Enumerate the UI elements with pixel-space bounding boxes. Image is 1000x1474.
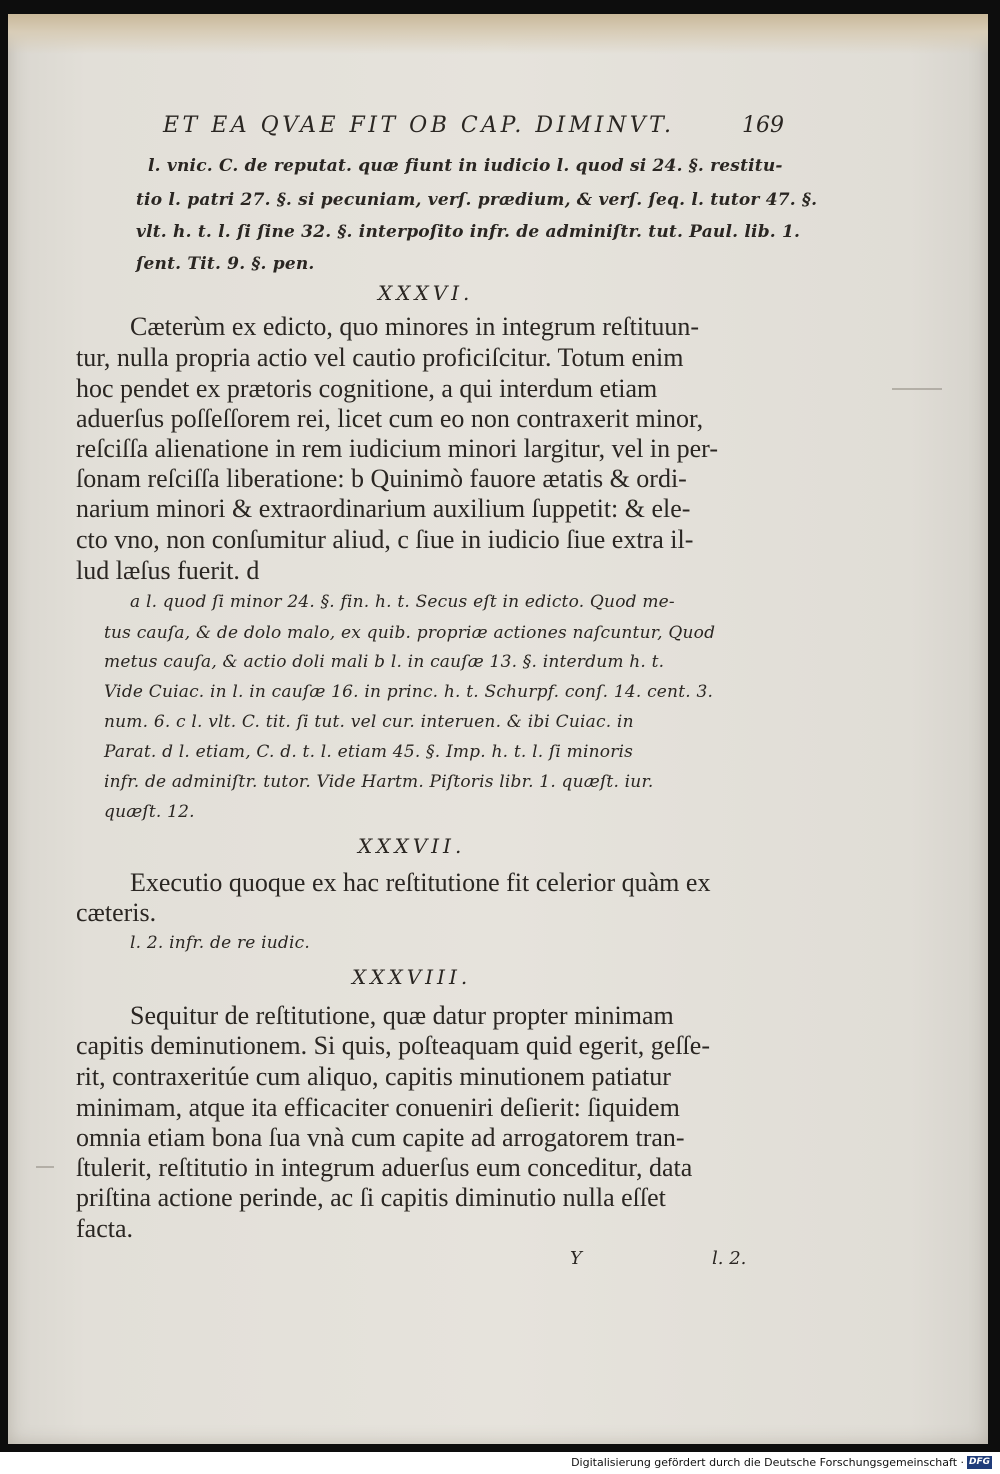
note-line: vlt. h. t. l. ſi ſine 32. §. interpoſito infr. de adminiſtr. tut. Paul. lib. 1. <box>136 222 801 242</box>
note-line: metus cauſa, & actio doli mali b l. in cauſæ 13. §. interdum h. t. <box>104 652 665 672</box>
note-line: num. 6. c l. vlt. C. tit. ſi tut. vel cur. interuen. & ibi Cuiac. in <box>104 712 634 732</box>
body-line: reſciſſa alienatione in rem iudicium minori largitur, vel in per- <box>76 434 718 463</box>
margin-mark <box>892 388 942 390</box>
note-line: a l. quod ſi minor 24. §. fin. h. t. Secus eſt in edicto. Quod me- <box>130 592 675 612</box>
margin-mark <box>36 1166 54 1168</box>
note-line: l. 2. infr. de re iudic. <box>130 933 310 953</box>
section-heading-38: XXXVIII. <box>352 965 472 989</box>
body-line: hoc pendet ex prætoris cognitione, a qui interdum etiam <box>76 374 658 403</box>
body-line: omnia etiam bona ſua vnà cum capite ad arrogatorem tran- <box>76 1123 685 1152</box>
body-line: priſtina actione perinde, ac ſi capitis diminutio nulla eſſet <box>76 1183 666 1212</box>
section-heading-37: XXXVII. <box>358 834 466 858</box>
digitization-footer <box>0 1452 1000 1474</box>
note-line: infr. de adminiſtr. tutor. Vide Hartm. Piſtoris libr. 1. quæſt. iur. <box>104 772 654 792</box>
body-line: cto vno, non conſumitur aliud, c ſiue in iudicio ſiue extra il- <box>76 525 694 554</box>
running-head: ET EA QVAE FIT OB CAP. DIMINVT. <box>163 113 675 138</box>
body-line: rit, contraxeritúe cum aliquo, capitis minutionem patiatur <box>76 1062 671 1091</box>
body-line: cæteris. <box>76 898 157 927</box>
body-line: minimam, atque ita efficaciter conueniri deſierit: ſiquidem <box>76 1093 680 1122</box>
body-line: narium minori & extraordinarium auxilium ſuppetit: & ele- <box>76 494 691 523</box>
signature-mark: Y <box>570 1248 582 1269</box>
body-line: Executio quoque ex hac reſtitutione fit celerior quàm ex <box>130 868 711 897</box>
page-top-stain <box>8 14 988 54</box>
note-line: Vide Cuiac. in l. in cauſæ 16. in princ. h. t. Schurpf. conſ. 14. cent. 3. <box>104 682 714 702</box>
page-number: 169 <box>742 113 784 138</box>
body-line: Sequitur de reſtitutione, quæ datur propter minimam <box>130 1001 674 1030</box>
note-line: tus cauſa, & de dolo malo, ex quib. propriæ actiones naſcuntur, Quod <box>104 623 716 643</box>
note-line: Parat. d l. etiam, C. d. t. l. etiam 45. §. Imp. h. t. l. ſi minoris <box>104 742 634 762</box>
note-line: l. vnic. C. de reputat. quæ fiunt in iudicio l. quod si 24. §. restitu- <box>148 156 783 176</box>
note-line: ſent. Tit. 9. §. pen. <box>136 254 315 274</box>
body-line: Cæterùm ex edicto, quo minores in integrum reſtituun- <box>130 312 700 341</box>
catchword: l. 2. <box>712 1248 747 1269</box>
body-line: tur, nulla propria actio vel cautio proficiſcitur. Totum enim <box>76 343 684 372</box>
body-line: ſonam reſciſſa liberatione: b Quinimò fauore ætatis & ordi- <box>76 464 687 493</box>
note-line: tio l. patri 27. §. si pecuniam, verſ. prædium, & verſ. ſeq. l. tutor 47. §. <box>136 190 818 210</box>
body-line: capitis deminutionem. Si quis, poſteaquam quid egerit, geſſe- <box>76 1031 710 1060</box>
note-line: quæſt. 12. <box>104 802 195 822</box>
footer-credit: Digitalisierung gefördert durch die Deutsche Forschungsgemeinschaft · <box>571 1456 964 1469</box>
dfg-logo-icon: DFG <box>968 1457 990 1467</box>
body-line: ſtulerit, reſtitutio in integrum aduerſus eum conceditur, data <box>76 1153 693 1182</box>
body-line: aduerſus poſſeſſorem rei, licet cum eo non contraxerit minor, <box>76 404 704 433</box>
body-line: lud læſus fuerit. d <box>76 556 260 585</box>
body-line: facta. <box>76 1214 134 1243</box>
section-heading-36: XXXVI. <box>378 281 474 305</box>
